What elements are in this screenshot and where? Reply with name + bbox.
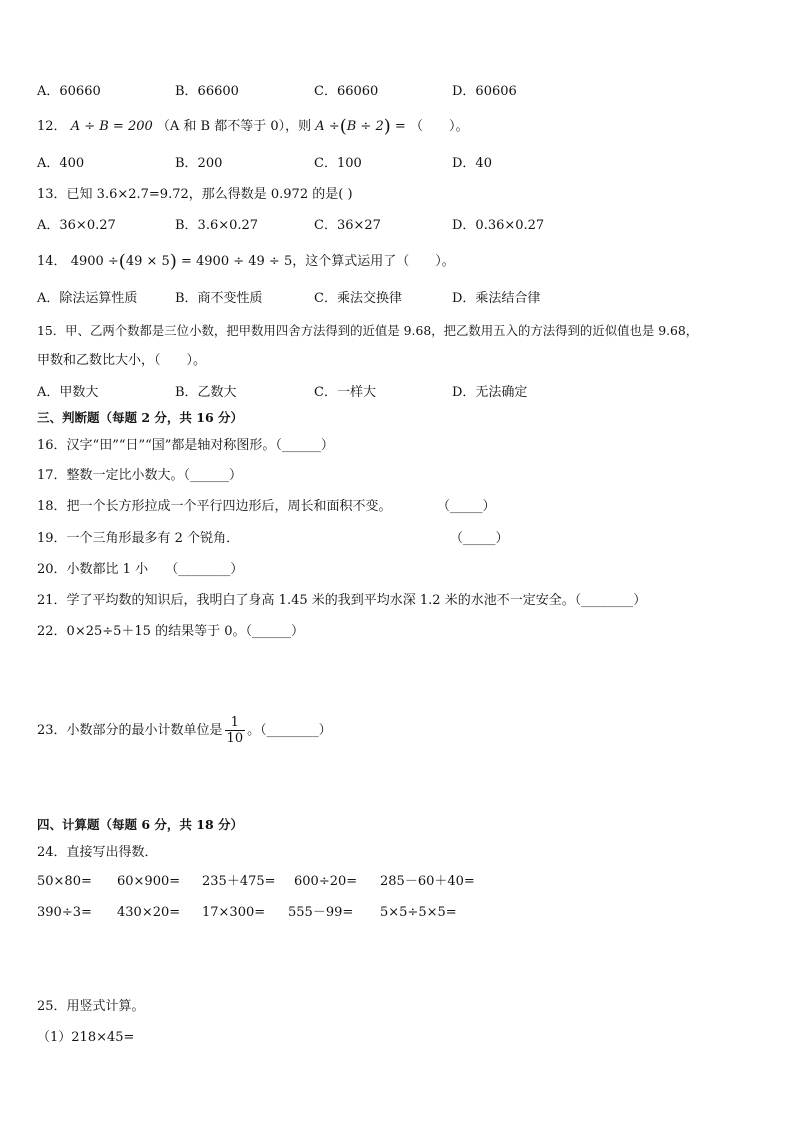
calc-item[interactable]: 600÷20=: [294, 874, 358, 889]
answer-blank[interactable]: 。（________）: [247, 723, 332, 738]
right-paren: ): [169, 251, 177, 272]
question-20[interactable]: 20．小数都比 1 小 （________）: [37, 562, 244, 577]
formula-2-inner: B ÷ 2: [346, 119, 384, 134]
question-24-title: 24．直接写出得数．: [37, 845, 158, 860]
left-paren: (: [339, 116, 347, 137]
question-21[interactable]: 21．学了平均数的知识后，我明白了身高 1.45 米的我到平均水深 1.2 米的水池不一定安全。（________）: [37, 593, 647, 608]
question-14: [37, 253, 455, 271]
calc-item[interactable]: 60×900=: [117, 874, 181, 889]
question-tail[interactable]: ，这个算式运用了（ ）。: [292, 254, 455, 269]
left-paren: (: [118, 251, 126, 272]
calc-item[interactable]: 430×20=: [117, 905, 181, 920]
question-25-item-1[interactable]: （1）218×45=: [37, 1030, 135, 1045]
calc-item[interactable]: 285－60＋40=: [380, 874, 475, 889]
calc-item[interactable]: 50×80=: [37, 874, 92, 889]
option-c[interactable]: C．一样大: [314, 385, 376, 400]
question-text: 23．小数部分的最小计数单位是: [37, 723, 223, 738]
question-text: 19．一个三角形最多有 2 个锐角．: [37, 531, 240, 546]
calc-item[interactable]: 555－99=: [288, 905, 354, 920]
calc-item[interactable]: 5×5÷5×5=: [380, 905, 457, 920]
fraction: [225, 715, 246, 746]
formula-2-equals: =: [394, 119, 406, 134]
formula-2-head: A ÷: [315, 119, 340, 134]
question-condition: （A 和 B 都不等于 0），则: [156, 119, 312, 134]
calc-item[interactable]: 235＋475=: [202, 874, 276, 889]
answer-blank[interactable]: （ ）。: [409, 119, 469, 134]
question-22[interactable]: 22．0×25÷5＋15 的结果等于 0。（______）: [37, 624, 304, 639]
formula-inner: 49 × 5: [125, 254, 170, 269]
option-c[interactable]: C．100: [314, 156, 362, 171]
section-4-heading: 四、计算题（每题 6 分，共 18 分）: [37, 817, 244, 832]
question-number: 12．: [37, 119, 67, 134]
option-a[interactable]: A．400: [37, 156, 85, 171]
calc-item[interactable]: 17×300=: [202, 905, 266, 920]
question-13: 13．已知 3.6×2.7=9.72，那么得数是 0.972 的是( ): [37, 187, 353, 202]
question-15-line-2[interactable]: 甲数和乙数比大小，（ ）。: [37, 353, 207, 368]
option-d[interactable]: D．40: [452, 156, 492, 171]
option-c[interactable]: C．乘法交换律: [314, 291, 402, 306]
option-b[interactable]: B．乙数大: [175, 385, 237, 400]
option-a[interactable]: A．60660: [37, 84, 101, 99]
formula-head: 4900 ÷: [70, 254, 119, 269]
question-number: 14．: [37, 254, 67, 269]
option-b[interactable]: B．3.6×0.27: [175, 218, 259, 233]
option-c[interactable]: C．36×27: [314, 218, 381, 233]
option-d[interactable]: D．乘法结合律: [452, 291, 541, 306]
question-16[interactable]: 16．汉字“田”“日”“国”都是轴对称图形。（______）: [37, 438, 334, 453]
option-d[interactable]: D．60606: [452, 84, 517, 99]
option-d[interactable]: D．无法确定: [452, 385, 528, 400]
answer-blank[interactable]: （_____）: [437, 499, 496, 514]
answer-blank[interactable]: （_____）: [450, 531, 509, 546]
option-b[interactable]: B．66600: [175, 84, 239, 99]
right-paren: ): [383, 116, 391, 137]
option-b[interactable]: B．200: [175, 156, 223, 171]
question-19: [37, 530, 239, 548]
option-a[interactable]: A．除法运算性质: [37, 291, 138, 306]
question-15-line-1: 15．甲、乙两个数都是三位小数，把甲数用四舍方法得到的近值是 9.68，把乙数用五入的方法得到的近似值也是 9.68，: [37, 323, 699, 338]
question-25-title: 25．用竖式计算。: [37, 999, 145, 1014]
option-c[interactable]: C．66060: [314, 84, 379, 99]
formula-1: A ÷ B = 200: [70, 119, 153, 134]
fraction-numerator: 1: [225, 715, 246, 731]
option-a[interactable]: A．甲数大: [37, 385, 99, 400]
formula-tail: = 4900 ÷ 49 ÷ 5: [180, 254, 293, 269]
question-18: [37, 498, 392, 516]
option-a[interactable]: A．36×0.27: [37, 218, 116, 233]
question-17[interactable]: 17．整数一定比小数大。（______）: [37, 468, 243, 483]
fraction-denominator: 10: [226, 731, 244, 746]
calc-item[interactable]: 390÷3=: [37, 905, 92, 920]
question-12: [37, 118, 468, 136]
section-3-heading: 三、判断题（每题 2 分，共 16 分）: [37, 410, 244, 425]
option-b[interactable]: B．商不变性质: [175, 291, 263, 306]
question-23: [37, 711, 332, 751]
question-text: 18．把一个长方形拉成一个平行四边形后，周长和面积不变。: [37, 499, 392, 514]
option-d[interactable]: D．0.36×0.27: [452, 218, 545, 233]
